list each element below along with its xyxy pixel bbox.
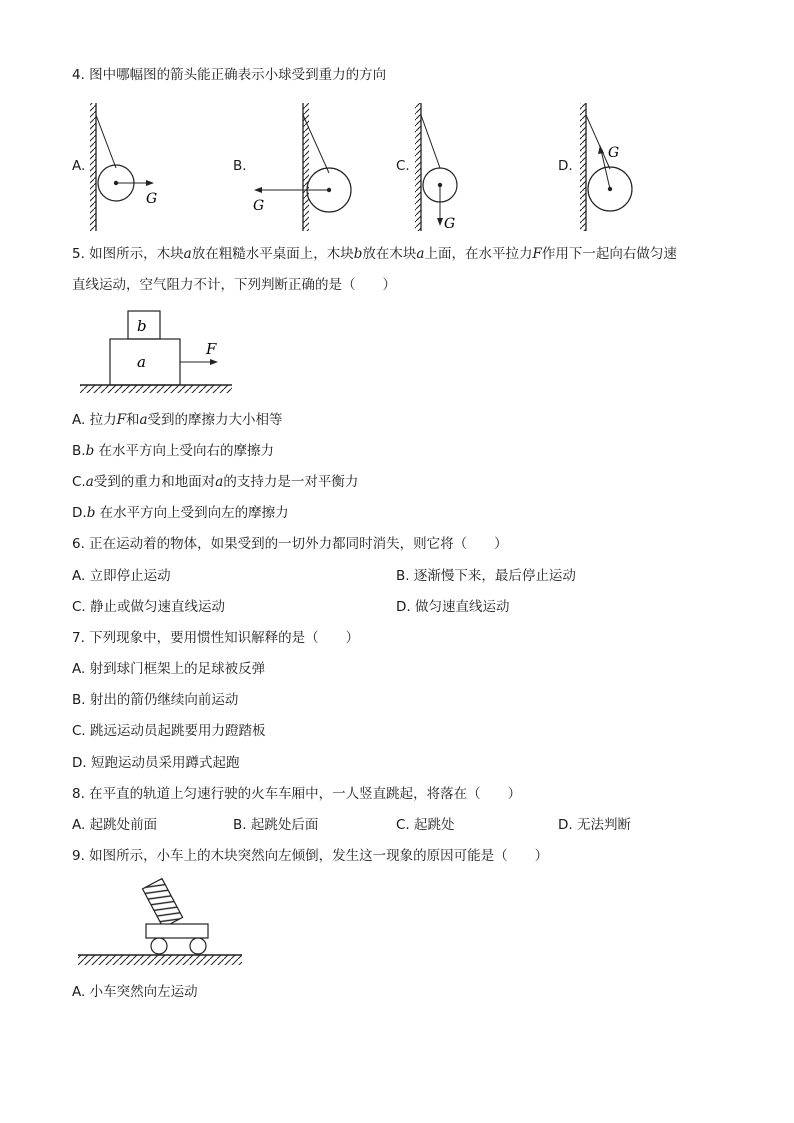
q6-option-a: A. 立即停止运动 xyxy=(72,568,171,584)
q8-option-d: D. 无法判断 xyxy=(558,817,631,833)
q4-b-force-label: G xyxy=(253,198,265,214)
q8-option-c: C. 起跳处 xyxy=(396,817,455,833)
q8-option-a: A. 起跳处前面 xyxy=(72,817,158,833)
q4-label-c: C. xyxy=(396,158,410,174)
q4-figure-b xyxy=(245,95,365,235)
q5-option-a: A. 拉力F和a受到的摩擦力大小相等 xyxy=(72,412,283,428)
q7-option-a: A. 射到球门框架上的足球被反弹 xyxy=(72,661,266,677)
q6-option-c: C. 静止或做匀速直线运动 xyxy=(72,599,226,615)
q5-stem-line1: 5. 如图所示，木块a放在粗糙水平桌面上，木块b放在木块a上面，在水平拉力F作用下一起向右做匀速 xyxy=(72,246,677,262)
q8-option-b: B. 起跳处后面 xyxy=(233,817,319,833)
q8-stem: 8. 在平直的轨道上匀速行驶的火车车厢中，一人竖直跳起，将落在（ ） xyxy=(72,786,522,802)
q4-a-force-label: G xyxy=(146,191,158,207)
q4-label-b: B. xyxy=(233,158,247,174)
q7-option-d: D. 短跑运动员采用蹲式起跑 xyxy=(72,755,240,771)
q5-option-d: D.b 在水平方向上受到向左的摩擦力 xyxy=(72,505,289,521)
q7-option-b: B. 射出的箭仍继续向前运动 xyxy=(72,692,239,708)
q7-stem: 7. 下列现象中，要用惯性知识解释的是（ ） xyxy=(72,630,360,646)
q5-block-a-label: a xyxy=(137,353,146,371)
q4-c-force-label: G xyxy=(444,216,456,232)
q5-option-c: C.a受到的重力和地面对a的支持力是一对平衡力 xyxy=(72,474,359,490)
q7-option-c: C. 跳远运动员起跳要用力蹬踏板 xyxy=(72,723,266,739)
q9-option-a: A. 小车突然向左运动 xyxy=(72,984,198,1000)
q6-option-b: B. 逐渐慢下来，最后停止运动 xyxy=(396,568,576,584)
q9-figure xyxy=(70,875,250,975)
q5-option-b: B.b 在水平方向上受向右的摩擦力 xyxy=(72,443,275,459)
q5-force-label: F xyxy=(206,340,217,358)
q5-stem-line2: 直线运动，空气阻力不计，下列判断正确的是（ ） xyxy=(72,277,396,293)
q4-figure-d xyxy=(570,95,660,235)
q4-figure-c xyxy=(410,95,490,235)
q4-label-d: D. xyxy=(558,158,573,174)
q5-block-b-label: b xyxy=(137,317,147,335)
q4-stem: 4. 图中哪幅图的箭头能正确表示小球受到重力的方向 xyxy=(72,67,387,83)
q9-stem: 9. 如图所示，小车上的木块突然向左倾倒，发生这一现象的原因可能是（ ） xyxy=(72,848,549,864)
q6-option-d: D. 做匀速直线运动 xyxy=(396,599,510,615)
q4-label-a: A. xyxy=(72,158,86,174)
q4-d-force-label: G xyxy=(608,145,620,161)
q5-figure xyxy=(70,305,250,400)
q6-stem: 6. 正在运动着的物体，如果受到的一切外力都同时消失，则它将（ ） xyxy=(72,536,508,552)
